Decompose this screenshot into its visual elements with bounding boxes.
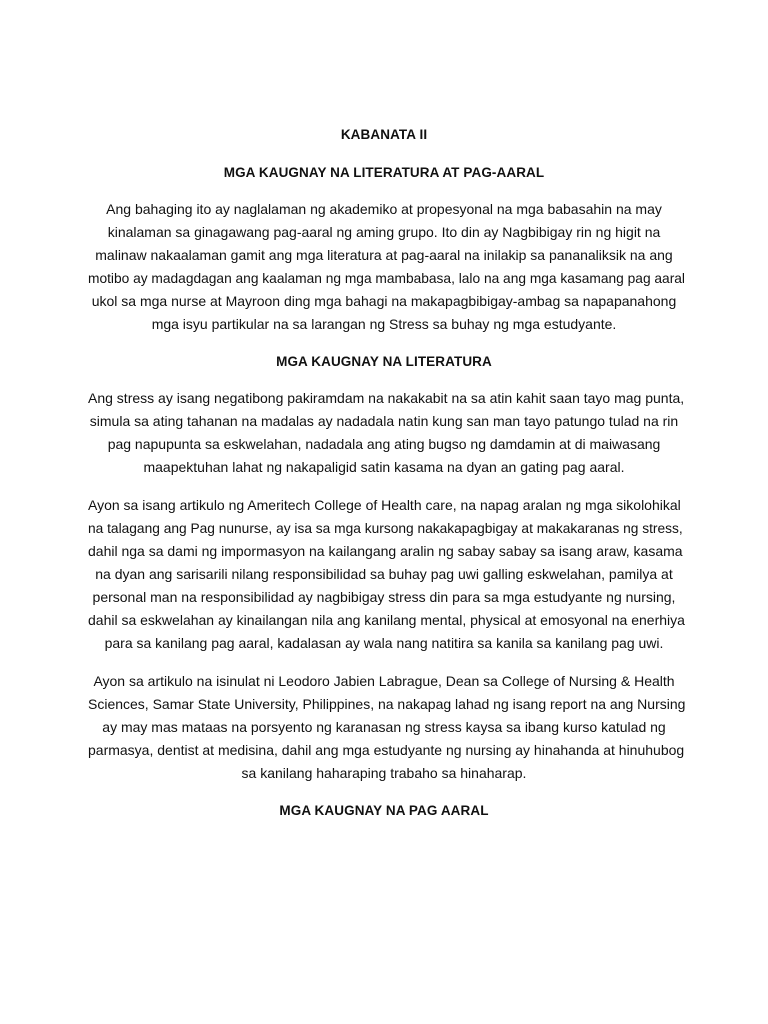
paragraph-line: Ang bahaging ito ay naglalaman ng akademiko at propesyonal na mga babasahin na may (106, 201, 662, 217)
ameritech-paragraph (88, 494, 685, 655)
paragraph-line: para sa kanilang pag aaral, kadalasan ay wala nang natitira sa kanila sa kanilang pag uwi. (104, 635, 664, 651)
chapter-heading: KABANATA II (340, 127, 428, 142)
paragraph-line: na dyan ang sarisarili nilang responsibilidad sa buhay pag uwi galling eskwelahan, pamilya at (95, 566, 673, 582)
section-heading-pag-aaral: MGA KAUGNAY NA PAG AARAL (279, 803, 489, 818)
paragraph-line: simula sa ating tahanan na madalas ay nadadala natin kung san man tayo patungo tulad na rin (89, 413, 679, 429)
paragraph-line: mga isyu partikular na sa larangan ng Stress sa buhay ng mga estudyante. (151, 316, 617, 332)
paragraph-line: ukol sa mga nurse at Mayroon ding mga bahagi na makapagbibigay-ambag sa napapanahong (91, 293, 677, 309)
paragraph-line: malinaw nakaalaman gamit ang mga literatura at pag-aaral na inilakip sa pananaliksik na ang (95, 247, 673, 263)
paragraph-line: motibo ay madagdagan ang kaalaman ng mga mambabasa, lalo na ang mga kasamang pag aaral (88, 271, 685, 286)
paragraph-line: pag napupunta sa eskwelahan, nadadala ang ating bugso ng damdamin at di maiwasang (107, 436, 661, 452)
paragraph-line: personal man na responsibilidad ay nagbibigay stress din para sa mga estudyante ng nursing, (92, 589, 676, 605)
labrague-paragraph (88, 670, 686, 785)
paragraph-line: sa kanilang haharaping trabaho sa hinaharap. (241, 765, 527, 781)
paragraph-line: Ang stress ay isang negatibong pakiramdam na nakakabit na sa atin kahit saan tayo mag punta, (88, 390, 685, 406)
paragraph-line: dahil nga sa dami ng impormasyon na kailangang aralin ng sabay sabay sa isang araw, kasama (88, 543, 683, 559)
paragraph-line: ay may mas mataas na porsyento ng karanasan ng stress kaysa sa ibang kurso katulad ng (102, 719, 666, 735)
section-heading-literatura: MGA KAUGNAY NA LITERATURA (276, 354, 492, 369)
intro-paragraph (88, 198, 685, 336)
paragraph-line: dahil sa eskwelahan ay kinailangan nila ang kanilang mental, physical at emosyonal na enerhiya (88, 612, 685, 628)
paragraph-line: Ayon sa artikulo na isinulat ni Leodoro Jabien Labrague, Dean sa College of Nursing & Health (93, 673, 675, 689)
stress-paragraph (88, 387, 685, 479)
document-body (88, 124, 686, 836)
paragraph-line: na talagang ang Pag nunurse, ay isa sa mga kursong nakakapagbigay at makakaranas ng stress, (88, 521, 683, 536)
main-title: MGA KAUGNAY NA LITERATURA AT PAG-AARAL (223, 165, 545, 180)
paragraph-line: Sciences, Samar State University, Philippines, na nakapag lahad ng isang report na ang Nursing (88, 696, 686, 712)
paragraph-line: kinalaman sa ginagawang pag-aaral ng aming grupo. Ito din ay Nagbibigay rin ng higit na (107, 224, 661, 240)
paragraph-line: Ayon sa isang artikulo ng Ameritech College of Health care, na napag aralan ng mga sikolohikal (88, 497, 681, 513)
paragraph-line: parmasya, dentist at medisina, dahil ang mga estudyante ng nursing ay hinahanda at hinuhubog (88, 742, 685, 758)
paragraph-line: maapektuhan lahat ng nakapaligid satin kasama na dyan an gating pag aaral. (143, 459, 625, 475)
